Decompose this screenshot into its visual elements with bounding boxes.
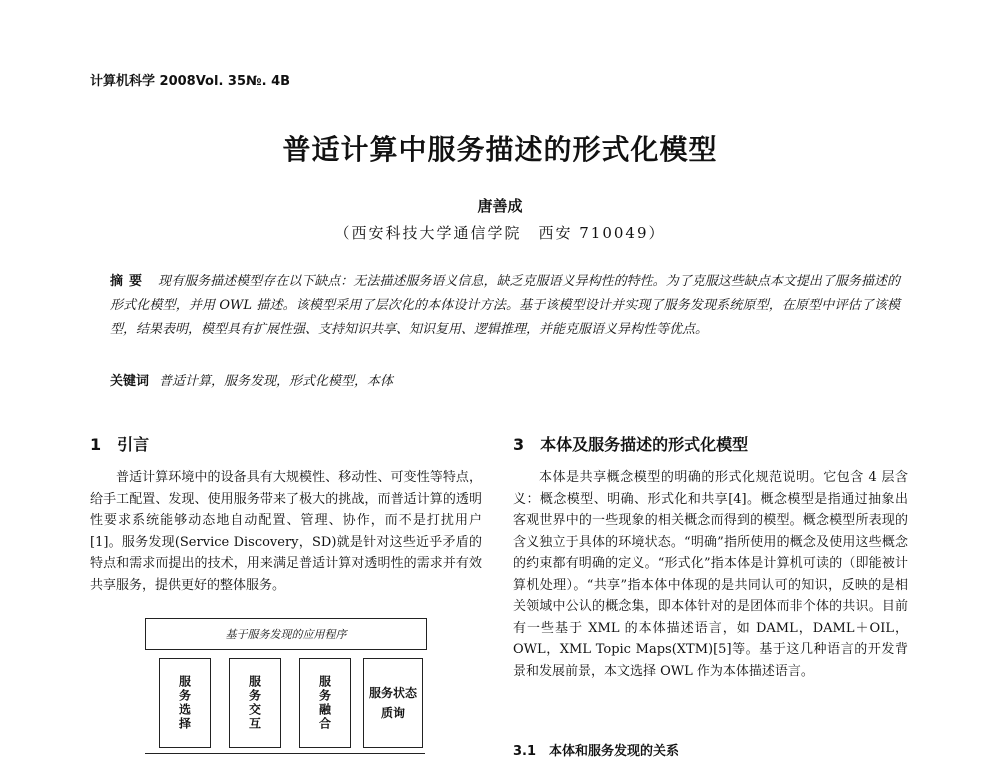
section1-body xyxy=(90,467,482,596)
figure-bottom-line xyxy=(145,753,425,754)
figure-box-service-fusion: 服务融合 xyxy=(299,658,351,748)
section3-paragraph: 本体是共享概念模型的明确的形式化规范说明。它包含 4 层含义：概念模型、明确、形式化和共享[4]。概念模型是指通过抽象出客观世界中的一些现象的相关概念而得到的模型。概念模型所表现的含义独立于具体的环境状态。“明确”指所使用的概念及使用这些概念的约束都有明确的定义。“形式化”指本体是计算机可读的（即能被计算机处理）。“共享”指本体中体现的是共同认可的知识，反映的是相关领域中公认的概念集，即本体针对的是团体而非个体的共识。目前有一些基于 XML 的本体描述语言，如 DAML，DAML＋OIL，OWL，XML Topic Maps(XTM)[5]等。基于这几种语言的开发背景和发展前景，本文选择 OWL 作为本体描述语言。 xyxy=(513,470,908,679)
journal-header: 计算机科学 2008Vol. 35№. 4B xyxy=(90,74,291,89)
abstract xyxy=(110,270,900,342)
keywords-label: 关键词 xyxy=(110,374,150,389)
figure-box-service-interaction: 服务交互 xyxy=(229,658,281,748)
section1-heading: 1 引言 xyxy=(90,435,150,454)
abstract-label: 摘要 xyxy=(110,274,149,289)
abstract-text: 现有服务描述模型存在以下缺点：无法描述服务语义信息，缺乏克服语义异构性的特性。为了克服这些缺点本文提出了服务描述的形式化模型，并用 OWL 描述。该模型采用了层次化的本体设计方法。基于该模型设计并实现了服务发现系统原型，在原型中评估了该模型，结果表明，模型具有扩展性强、支持知识共享、知识复用、逻辑推理，并能克服语义异构性等优点。 xyxy=(110,274,900,337)
section3-body xyxy=(513,467,908,682)
keywords xyxy=(110,370,900,389)
figure-box-service-selection: 服务选择 xyxy=(159,658,211,748)
author: 唐善成 xyxy=(477,197,523,215)
paper-title: 普适计算中服务描述的形式化模型 xyxy=(282,133,718,166)
section1-paragraph: 普适计算环境中的设备具有大规模性、移动性、可变性等特点，给手工配置、发现、使用服务带来了极大的挑战，而普适计算的透明性要求系统能够动态地自动配置、管理、协作，而不是打扰用户[1]。服务发现(Service Discovery，SD)就是针对这些近乎矛盾的特点和需求而提出的技术，用来满足普适计算对透明性的需求并有效共享服务，提供更好的整体服务。 xyxy=(90,470,482,593)
figure-top-box: 基于服务发现的应用程序 xyxy=(145,618,427,650)
section3-1-heading: 3.1 本体和服务发现的关系 xyxy=(513,744,680,759)
figure-box-service-status: 服务状态质询 xyxy=(363,658,423,748)
affiliation: （西安科技大学通信学院 西安 710049） xyxy=(334,224,666,242)
section3-heading: 3 本体及服务描述的形式化模型 xyxy=(513,435,749,454)
keywords-text: 普适计算，服务发现，形式化模型，本体 xyxy=(159,374,394,389)
